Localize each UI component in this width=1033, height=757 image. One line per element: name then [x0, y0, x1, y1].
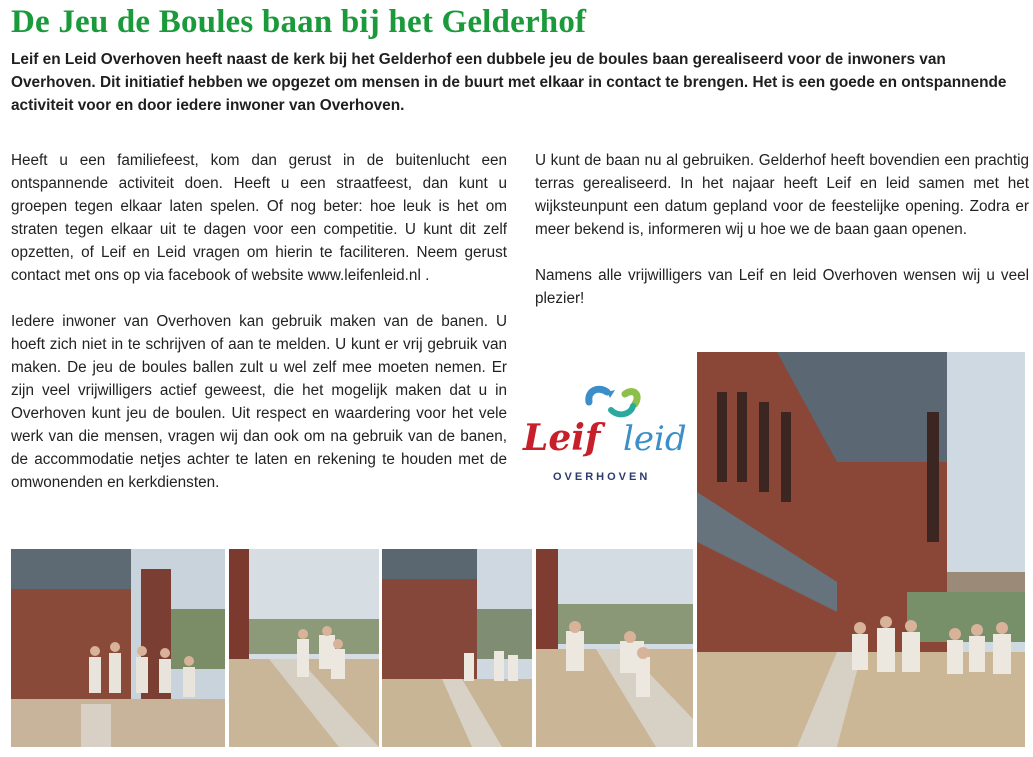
leif-en-leid-logo	[515, 380, 693, 490]
logo-subtitle: OVERHOVEN	[553, 471, 651, 483]
photo-group-at-church	[697, 352, 1025, 747]
photo-court-with-church	[382, 549, 532, 747]
photo-players-throwing	[536, 549, 693, 747]
article-title: De Jeu de Boules baan bij het Gelderhof	[11, 4, 587, 40]
left-paragraph-1: Heeft u een familiefeest, kom dan gerust in de buitenlucht een ontspannende activiteit doen. Heeft u een straatfeest, dan kunt u groepen tegen elkaar laten spelen. Of nog beter: hoe leuk is het om straten tegen elkaar uit te dagen voor een competitie. U kunt dit zelf opzetten, of Leif en Leid vragen om hierin te faciliteren. Neem gerust contact met ons op via facebook of website www.leifenleid.nl .	[11, 152, 507, 284]
right-paragraph-1: U kunt de baan nu al gebruiken. Gelderhof heeft bovendien een prachtig terras gerealiseerd. In het najaar heeft Leif en leid samen met het wijksteunpunt een datum gepland voor de feestelijke opening. Zodra er meer bekend is, informeren wij u hoe we de baan gaan openen.	[535, 152, 1029, 238]
right-paragraph-2: Namens alle vrijwilligers van Leif en leid Overhoven wensen wij u veel plezier!	[535, 267, 1029, 307]
logo-word-leif: Leif	[523, 417, 601, 459]
right-column	[535, 149, 1029, 310]
left-column	[11, 149, 507, 494]
left-paragraph-2: Iedere inwoner van Overhoven kan gebruik maken van de banen. U hoeft zich niet in te schrijven of aan te melden. U kunt er vrij gebruik van maken. De jeu de boules ballen zult u wel zelf mee moeten nemen. Er zijn veel vrijwilligers actief geweest, die het mogelijk maken dat u in Overhoven kunt jeu de boulen. Uit respect en waardering voor het vele werk van die mensen, vragen wij dan ook om na gebruik van de banen, de accommodatie netjes achter te laten en rekening te houden met de omwonenden en kerkdiensten.	[11, 313, 507, 491]
photo-players-bending	[229, 549, 379, 747]
logo-word-leid: leid	[623, 419, 687, 459]
photo-players-near-church	[11, 549, 225, 747]
article-intro: Leif en Leid Overhoven heeft naast de kerk bij het Gelderhof een dubbele jeu de boules baan gerealiseerd voor de inwoners van Overhoven. Dit initiatief hebben we opgezet om mensen in de buurt met elkaar in contact te brengen. Het is een goede en ontspannende activiteit voor en door iedere inwoner van Overhoven.	[11, 51, 1007, 114]
logo-word-en: en	[605, 446, 617, 457]
